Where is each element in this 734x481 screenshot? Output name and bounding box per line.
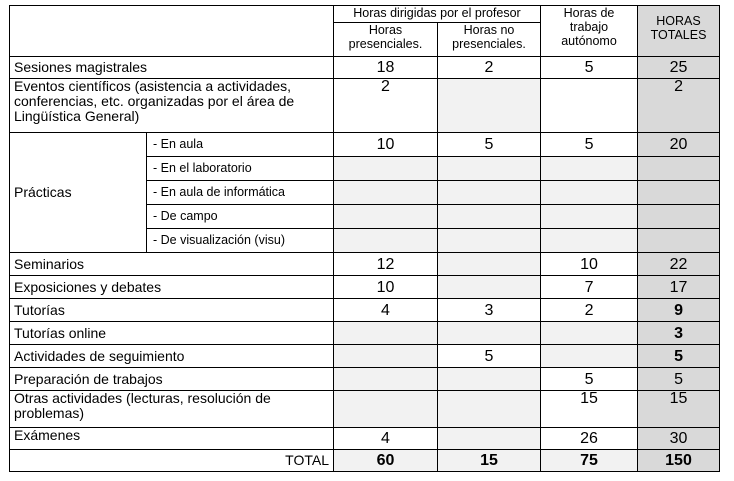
- cell-autonomo: [541, 229, 638, 253]
- cell-autonomo: 2: [541, 299, 638, 322]
- cell-no-presenciales: [438, 181, 541, 205]
- row-label: Tutorías: [10, 299, 334, 322]
- cell-presenciales: [334, 391, 438, 428]
- cell-no-presenciales: 3: [438, 299, 541, 322]
- row-label: Exámenes: [10, 428, 334, 450]
- cell-total: 22: [638, 253, 720, 276]
- cell-presenciales: 2: [334, 79, 438, 133]
- cell-no-presenciales: [438, 391, 541, 428]
- table-row: [10, 79, 720, 133]
- cell-autonomo: 5: [541, 368, 638, 391]
- total-total: 150: [638, 450, 720, 472]
- table-row: [10, 391, 720, 428]
- cell-autonomo: [541, 322, 638, 345]
- cell-autonomo: 10: [541, 253, 638, 276]
- cell-presenciales: [334, 322, 438, 345]
- cell-presenciales: [334, 368, 438, 391]
- cell-presenciales: 12: [334, 253, 438, 276]
- row-label: Sesiones magistrales: [10, 57, 334, 79]
- cell-autonomo: [541, 345, 638, 368]
- cell-autonomo: [541, 79, 638, 133]
- cell-presenciales: [334, 205, 438, 229]
- practicas-label: Prácticas: [10, 133, 147, 253]
- cell-autonomo: 5: [541, 57, 638, 79]
- cell-presenciales: [334, 229, 438, 253]
- header-autonomo: Horas de trabajo autónomo: [541, 6, 638, 57]
- cell-no-presenciales: [438, 79, 541, 133]
- cell-no-presenciales: [438, 205, 541, 229]
- cell-autonomo: [541, 205, 638, 229]
- cell-total: 30: [638, 428, 720, 450]
- cell-presenciales: 4: [334, 299, 438, 322]
- cell-no-presenciales: 2: [438, 57, 541, 79]
- total-row: [10, 450, 720, 472]
- practicas-sub-label: - De campo: [147, 205, 334, 229]
- cell-total: [638, 181, 720, 205]
- cell-autonomo: [541, 157, 638, 181]
- total-autonomo: 75: [541, 450, 638, 472]
- practicas-sub-label: - En aula de informática: [147, 181, 334, 205]
- cell-autonomo: 26: [541, 428, 638, 450]
- row-label: Otras actividades (lecturas, resolución de problemas): [10, 391, 334, 428]
- table-row: [10, 133, 720, 157]
- cell-presenciales: [334, 345, 438, 368]
- table-row: [10, 322, 720, 345]
- cell-total: 3: [638, 322, 720, 345]
- cell-autonomo: [541, 181, 638, 205]
- row-label: Preparación de trabajos: [10, 368, 334, 391]
- cell-presenciales: 10: [334, 133, 438, 157]
- cell-total: [638, 205, 720, 229]
- table-row: [10, 276, 720, 299]
- cell-no-presenciales: [438, 253, 541, 276]
- practicas-sub-label: - En aula: [147, 133, 334, 157]
- table-row: [10, 57, 720, 79]
- cell-no-presenciales: [438, 322, 541, 345]
- cell-total: 17: [638, 276, 720, 299]
- cell-total: 9: [638, 299, 720, 322]
- cell-total: [638, 229, 720, 253]
- total-presenciales: 60: [334, 450, 438, 472]
- cell-no-presenciales: [438, 229, 541, 253]
- header-group: Horas dirigidas por el profesor: [334, 6, 541, 23]
- cell-autonomo: 5: [541, 133, 638, 157]
- header-no-presenciales: Horas no presenciales.: [438, 23, 541, 57]
- cell-autonomo: 7: [541, 276, 638, 299]
- cell-no-presenciales: [438, 368, 541, 391]
- cell-no-presenciales: [438, 276, 541, 299]
- table-row: [10, 368, 720, 391]
- cell-total: 25: [638, 57, 720, 79]
- cell-total: [638, 157, 720, 181]
- header-totales: HORAS TOTALES: [638, 6, 720, 57]
- cell-presenciales: 10: [334, 276, 438, 299]
- total-no-presenciales: 15: [438, 450, 541, 472]
- hours-table: [9, 5, 720, 472]
- row-label: Seminarios: [10, 253, 334, 276]
- cell-no-presenciales: 5: [438, 133, 541, 157]
- cell-total: 20: [638, 133, 720, 157]
- cell-no-presenciales: [438, 157, 541, 181]
- header-empty-cell: [10, 6, 334, 57]
- practicas-sub-label: - En el laboratorio: [147, 157, 334, 181]
- table-row: [10, 253, 720, 276]
- cell-total: 2: [638, 79, 720, 133]
- cell-presenciales: [334, 157, 438, 181]
- cell-autonomo: 15: [541, 391, 638, 428]
- cell-total: 5: [638, 345, 720, 368]
- row-label: Actividades de seguimiento: [10, 345, 334, 368]
- row-label: Eventos científicos (asistencia a actividades, conferencias, etc. organizadas por el área de Lingüística General): [10, 79, 334, 133]
- practicas-sub-label: - De visualización (visu): [147, 229, 334, 253]
- cell-total: 5: [638, 368, 720, 391]
- cell-presenciales: [334, 181, 438, 205]
- table-row: [10, 299, 720, 322]
- table-row: [10, 428, 720, 450]
- total-label: TOTAL: [10, 450, 334, 472]
- cell-presenciales: 4: [334, 428, 438, 450]
- cell-no-presenciales: [438, 428, 541, 450]
- cell-total: 15: [638, 391, 720, 428]
- row-label: Exposiciones y debates: [10, 276, 334, 299]
- header-presenciales: Horas presenciales.: [334, 23, 438, 57]
- table-row: [10, 345, 720, 368]
- cell-presenciales: 18: [334, 57, 438, 79]
- row-label: Tutorías online: [10, 322, 334, 345]
- cell-no-presenciales: 5: [438, 345, 541, 368]
